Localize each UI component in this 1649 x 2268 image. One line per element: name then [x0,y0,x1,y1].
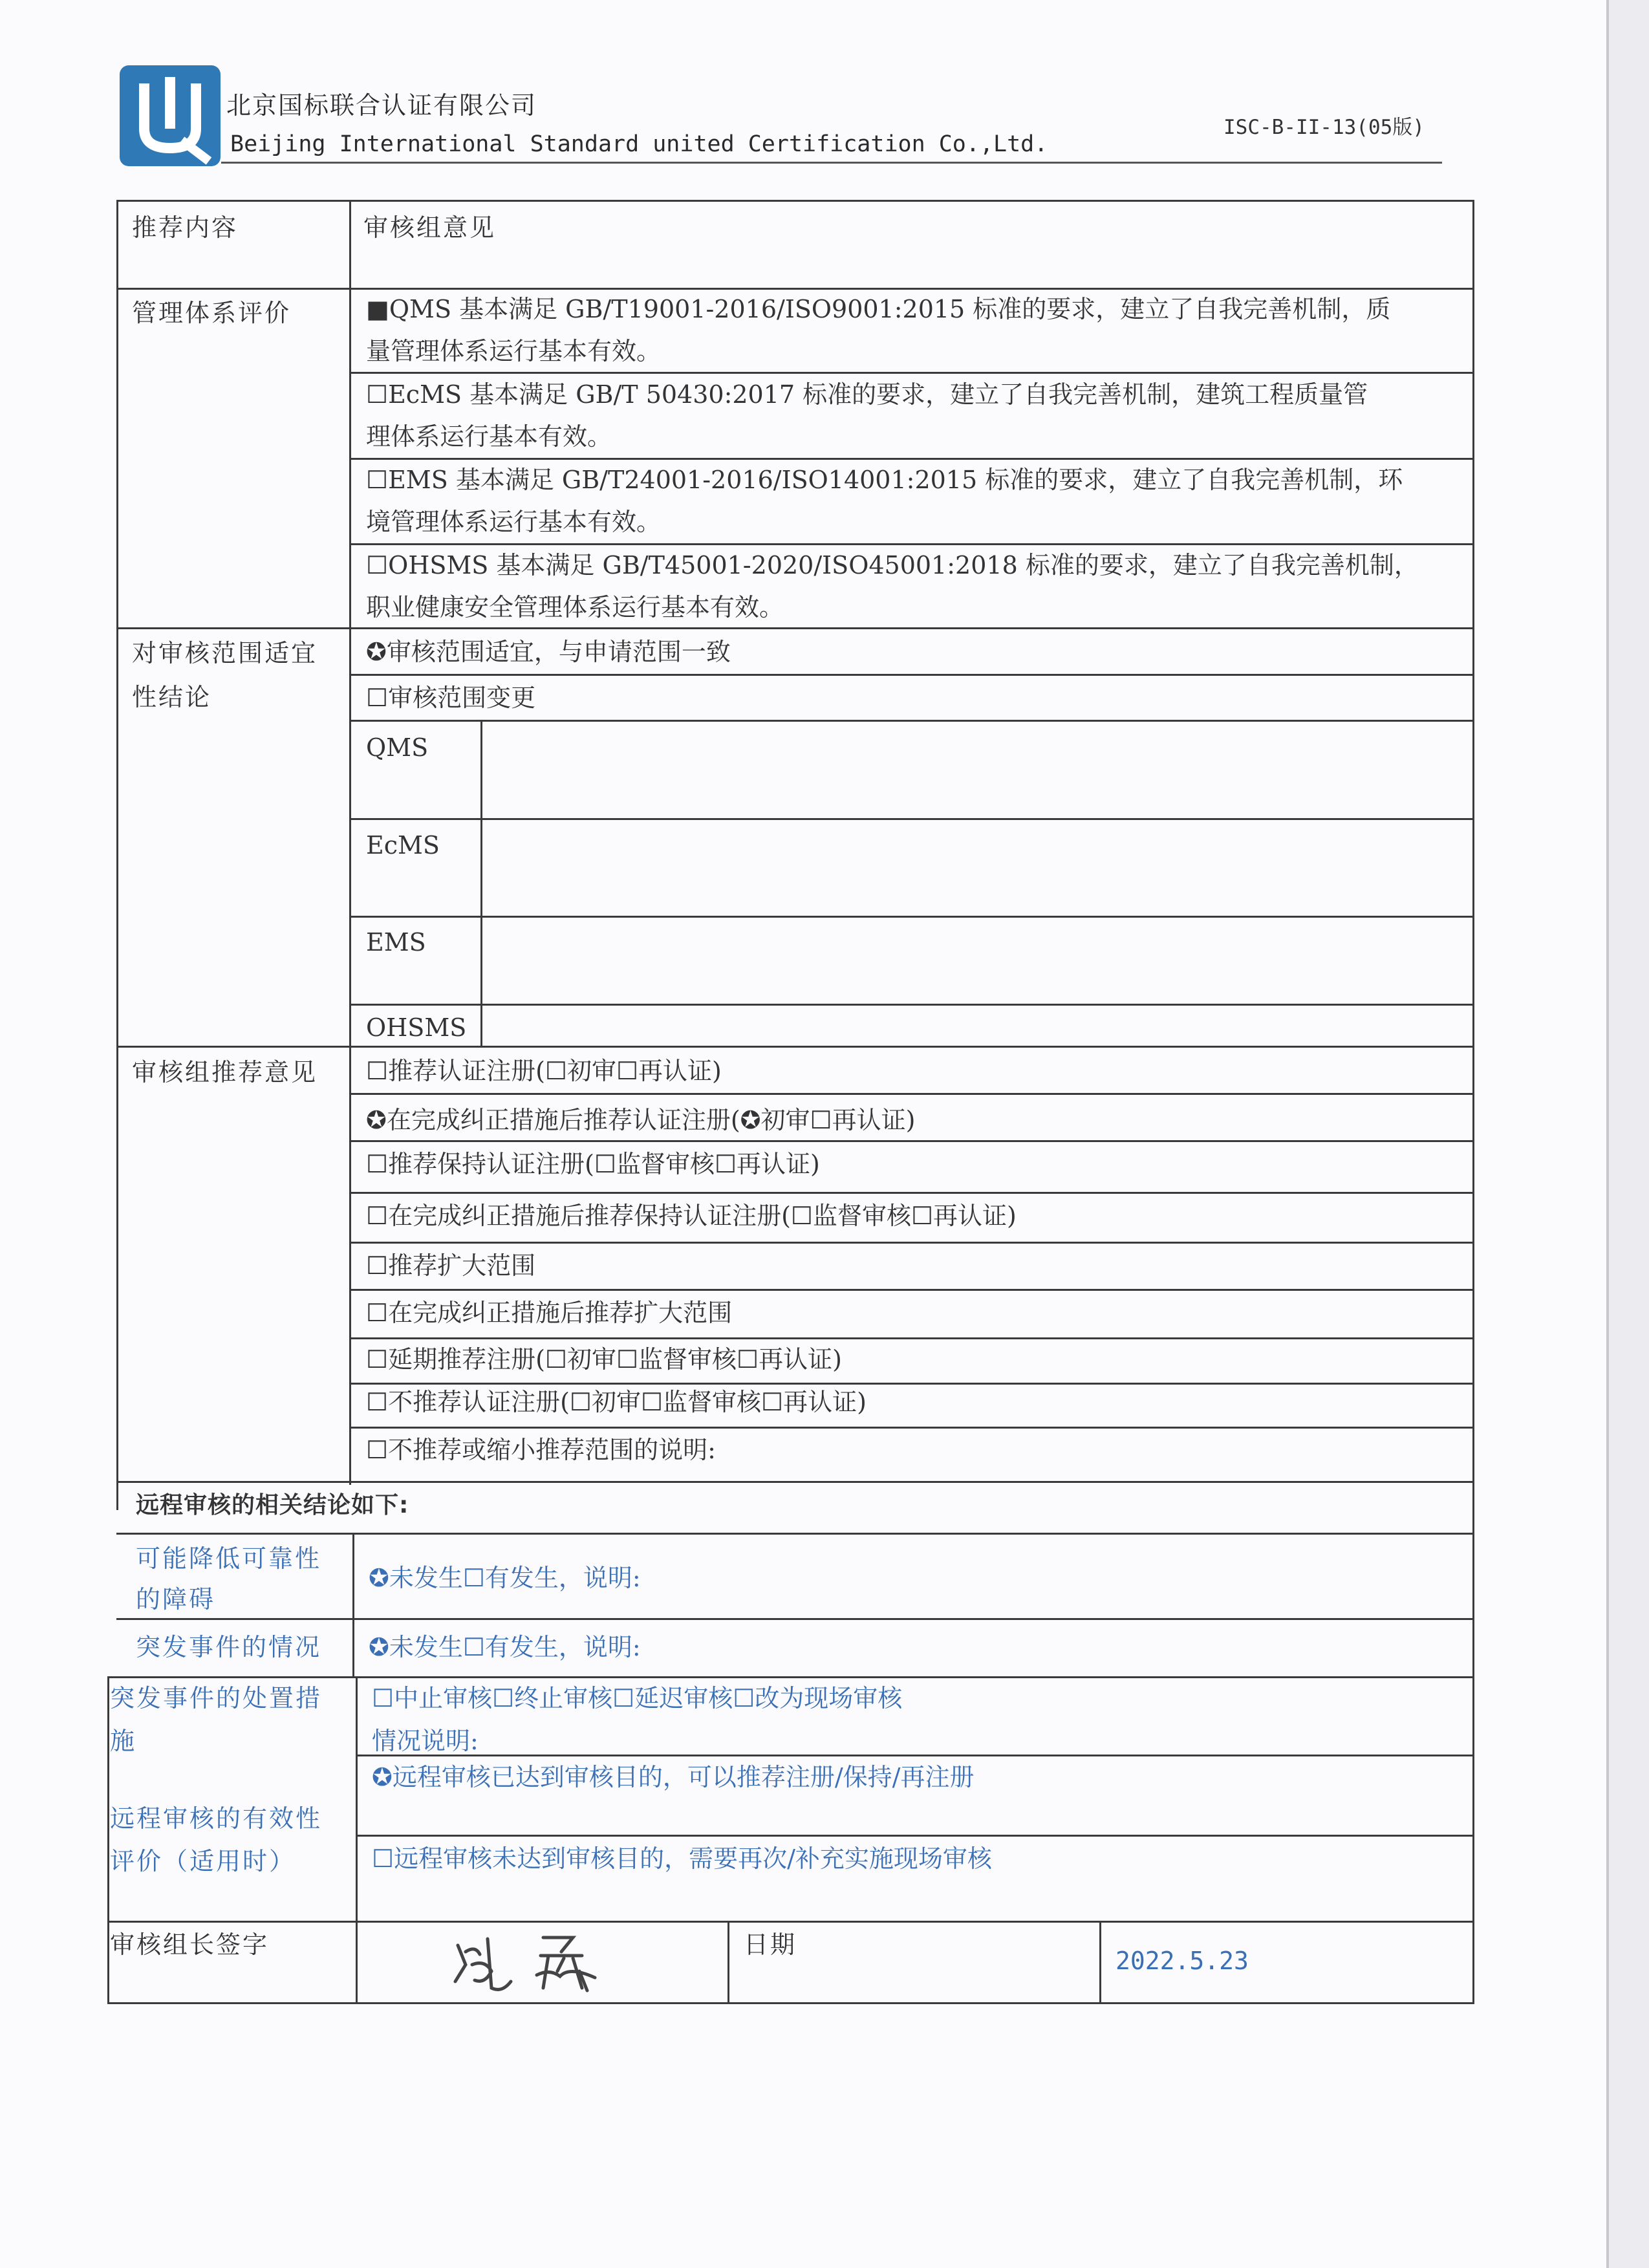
mgmt-ecms-line1: ☐EcMS 基本满足 GB/T 50430:2017 标准的要求，建立了自我完善机制，建筑工程质量管 [366,380,1368,409]
leader-signature [446,1926,614,1996]
table-border [727,1921,729,2004]
table-border [356,1835,1474,1837]
date-value: 2022.5.23 [1116,1947,1249,1975]
document-code: ISC-B-II-13(05版) [1223,116,1425,139]
table-border [116,200,118,1510]
table-border [349,1004,1474,1006]
mgmt-qms-line2: 量管理体系运行基本有效。 [366,337,662,365]
rec-option-1[interactable]: ☐推荐认证注册(☐初审☐再认证) [366,1057,722,1085]
table-border [116,1046,1474,1048]
mgmt-ecms-line2: 理体系运行基本有效。 [366,422,612,451]
handling-value-2: 情况说明: [372,1727,479,1755]
scope-qms-label: QMS [366,733,429,762]
scope-ems-label: EMS [366,928,426,956]
table-border [116,627,1474,629]
mgmt-ohsms-line2: 职业健康安全管理体系运行基本有效。 [366,593,784,621]
mgmt-label: 管理体系评价 [132,299,292,327]
mgmt-qms-line1: ■QMS 基本满足 GB/T19001-2016/ISO9001:2015 标准的要求，建立了自我完善机制，质 [366,295,1391,323]
table-border [356,1676,358,2004]
table-border [349,1192,1474,1194]
handling-label-1: 突发事件的处置措 [110,1684,323,1712]
rec-label: 审核组推荐意见 [132,1058,318,1086]
leader-signature-label: 审核组长签字 [110,1930,270,1959]
company-name-en: Beijing International Standard united Certification Co.,Ltd. [230,131,1048,157]
scope-ok-option[interactable]: ✪审核范围适宜，与申请范围一致 [366,638,731,666]
emergency-value[interactable]: ✪未发生☐有发生，说明: [369,1633,641,1661]
handling-label-2: 施 [110,1727,137,1755]
table-border [107,2002,1474,2004]
table-border [116,200,1474,202]
header-rule [221,162,1442,164]
remote-heading: 远程审核的相关结论如下: [136,1492,409,1518]
table-border [107,1676,109,2004]
table-border [349,818,1474,820]
rec-option-8[interactable]: ☐不推荐认证注册(☐初审☐监督审核☐再认证) [366,1388,867,1416]
company-name-cn: 北京国标联合认证有限公司 [226,91,537,120]
table-border [116,1481,1474,1483]
obstacle-value[interactable]: ✪未发生☐有发生，说明: [369,1564,641,1592]
table-border [107,1921,1474,1923]
isc-logo-icon [118,64,222,167]
table-border [349,674,1474,676]
rec-option-5[interactable]: ☐推荐扩大范围 [366,1251,536,1280]
effect-label-1: 远程审核的有效性 [110,1804,323,1833]
table-border [349,1427,1474,1429]
rec-option-9[interactable]: ☐不推荐或缩小推荐范围的说明: [366,1436,716,1464]
table-border [1472,1676,1474,2004]
table-border [349,916,1474,918]
date-label: 日期 [744,1930,797,1959]
scope-label-2: 性结论 [132,683,212,711]
rec-option-3[interactable]: ☐推荐保持认证注册(☐监督审核☐再认证) [366,1150,820,1178]
col2-header: 审核组意见 [363,213,497,242]
table-border [349,1242,1474,1244]
rec-option-6[interactable]: ☐在完成纠正措施后推荐扩大范围 [366,1299,733,1327]
table-border [1099,1921,1101,2004]
scope-ohsms-label: OHSMS [366,1013,467,1042]
table-border [349,1093,1474,1095]
effect-label-2: 评价（适用时） [110,1847,296,1875]
table-border [480,720,482,1047]
effect-no-option[interactable]: ☐远程审核未达到审核目的，需要再次/补充实施现场审核 [372,1844,992,1873]
rec-option-2[interactable]: ✪在完成纠正措施后推荐认证注册(✪初审☐再认证) [366,1106,916,1134]
rec-option-7[interactable]: ☐延期推荐注册(☐初审☐监督审核☐再认证) [366,1345,842,1374]
mgmt-ems-line1: ☐EMS 基本满足 GB/T24001-2016/ISO14001:2015 标准的要求，建立了自我完善机制，环 [366,466,1403,494]
table-border [349,1289,1474,1291]
table-border [116,1533,1474,1535]
mgmt-ohsms-line1: ☐OHSMS 基本满足 GB/T45001-2020/ISO45001:2018 标准的要求，建立了自我完善机制， [366,551,1419,579]
mgmt-ems-line2: 境管理体系运行基本有效。 [366,508,662,536]
table-border [349,200,351,1485]
table-border [349,720,1474,722]
emergency-label: 突发事件的情况 [136,1633,322,1661]
scope-ecms-label: EcMS [366,831,440,859]
scope-label-1: 对审核范围适宜 [132,639,318,667]
effect-ok-option[interactable]: ✪远程审核已达到审核目的，可以推荐注册/保持/再注册 [372,1763,975,1791]
table-border [1472,200,1474,1678]
col1-header: 推荐内容 [132,213,239,242]
rec-option-4[interactable]: ☐在完成纠正措施后推荐保持认证注册(☐监督审核☐再认证) [366,1202,1017,1230]
obstacle-label-1: 可能降低可靠性 [136,1544,322,1573]
page-edge [1606,0,1649,2268]
obstacle-label-2: 的障碍 [136,1585,216,1614]
table-border [352,1533,354,1678]
table-border [116,1618,1474,1620]
scope-change-option[interactable]: ☐审核范围变更 [366,684,536,712]
handling-value-1[interactable]: ☐中止审核☐终止审核☐延迟审核☐改为现场审核 [372,1684,903,1712]
